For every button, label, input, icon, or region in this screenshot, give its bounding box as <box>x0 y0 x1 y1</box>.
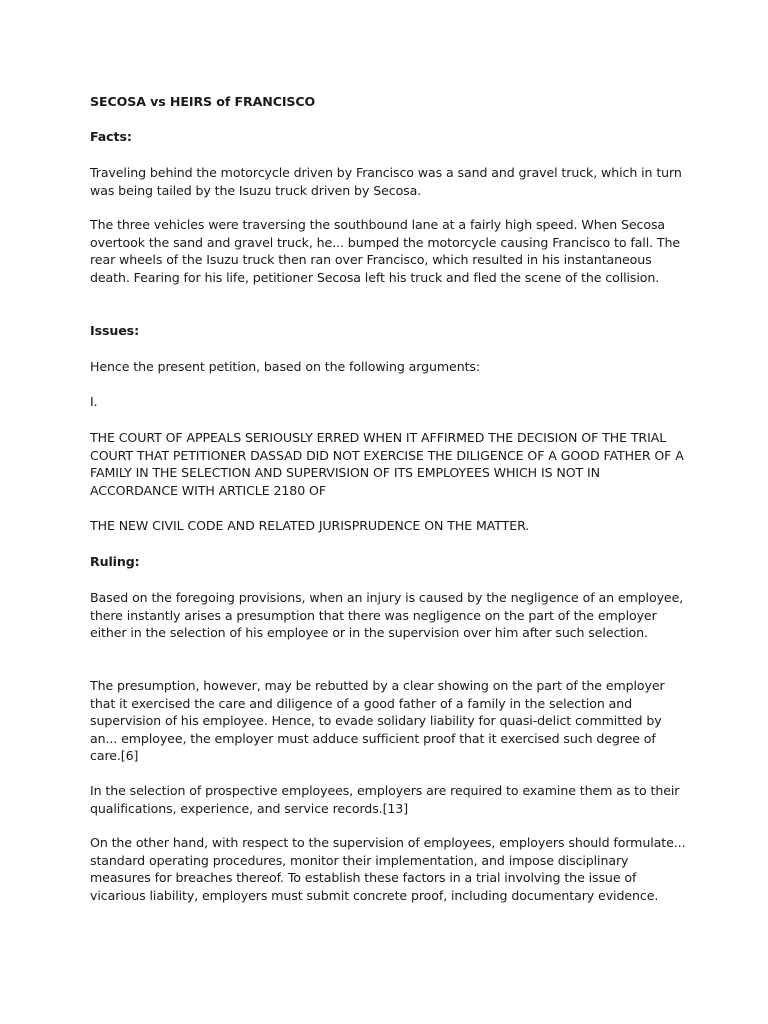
ruling-paragraph-3-block <box>90 782 690 817</box>
ruling-paragraph-2-block <box>90 677 690 765</box>
ruling-paragraph-1-block <box>90 589 690 642</box>
facts-paragraph-1-block <box>90 164 690 199</box>
ruling-section <box>90 553 690 571</box>
issues-argument-continuation: THE NEW CIVIL CODE AND RELATED JURISPRUDENCE ON THE MATTER. <box>90 518 530 533</box>
facts-section <box>90 128 690 146</box>
issues-intro: Hence the present petition, based on the following arguments: <box>90 359 481 374</box>
ruling-paragraph-1: Based on the foregoing provisions, when an injury is caused by the negligence of an employee, there instantly arises a presumption that there was negligence on the part of the employer either in the selection of his employee or in the supervision over him after such selection. <box>90 590 684 641</box>
facts-heading: Facts: <box>90 129 132 144</box>
issues-numeral-block <box>90 393 690 411</box>
ruling-paragraph-3: In the selection of prospective employees, employers are required to examine them as to their qualifications, experience, and service records.[13] <box>90 783 680 816</box>
issues-numeral: I. <box>90 394 98 409</box>
issues-section <box>90 322 690 340</box>
ruling-paragraph-2: The presumption, however, may be rebutted by a clear showing on the part of the employer that it exercised the care and diligence of a good father of a family in the selection and supervision of his employee. Hence, to evade solidary liability for quasi-delict committed by an... employee, the employer must adduce sufficient proof that it exercised such degree of care.[6] <box>90 678 665 764</box>
ruling-heading: Ruling: <box>90 554 140 569</box>
ruling-paragraph-4: On the other hand, with respect to the supervision of employees, employers should formulate... standard operating procedures, monitor their implementation, and impose disciplinary measures for breaches thereof. To establish these factors in a trial involving the issue of vicarious liability, employers must submit concrete proof, including documentary evidence. <box>90 835 686 903</box>
facts-paragraph-1: Traveling behind the motorcycle driven by Francisco was a sand and gravel truck, which in turn was being tailed by the Isuzu truck driven by Secosa. <box>90 165 682 198</box>
document-title-block <box>90 93 690 111</box>
facts-paragraph-2: The three vehicles were traversing the southbound lane at a fairly high speed. When Secosa overtook the sand and gravel truck, he... bumped the motorcycle causing Francisco to fall. The rear wheels of the Isuzu truck then ran over Francisco, which resulted in his instantaneous death. Fearing for his life, petitioner Secosa left his truck and fled the scene of the collision. <box>90 217 681 285</box>
issues-argument: THE COURT OF APPEALS SERIOUSLY ERRED WHEN IT AFFIRMED THE DECISION OF THE TRIAL COURT THAT PETITIONER DASSAD DID NOT EXERCISE THE DILIGENCE OF A GOOD FATHER OF A FAMILY IN THE SELECTION AND SUPERVISION OF ITS EMPLOYEES WHICH IS NOT IN ACCORDANCE WITH ARTICLE 2180 OF <box>90 430 684 498</box>
document-title: SECOSA vs HEIRS of FRANCISCO <box>90 94 316 109</box>
issues-argument-cont-block <box>90 517 690 535</box>
facts-paragraph-2-block <box>90 216 690 286</box>
ruling-paragraph-4-block <box>90 834 690 904</box>
issues-heading: Issues: <box>90 323 140 338</box>
issues-intro-block <box>90 358 690 376</box>
issues-argument-block <box>90 429 690 499</box>
